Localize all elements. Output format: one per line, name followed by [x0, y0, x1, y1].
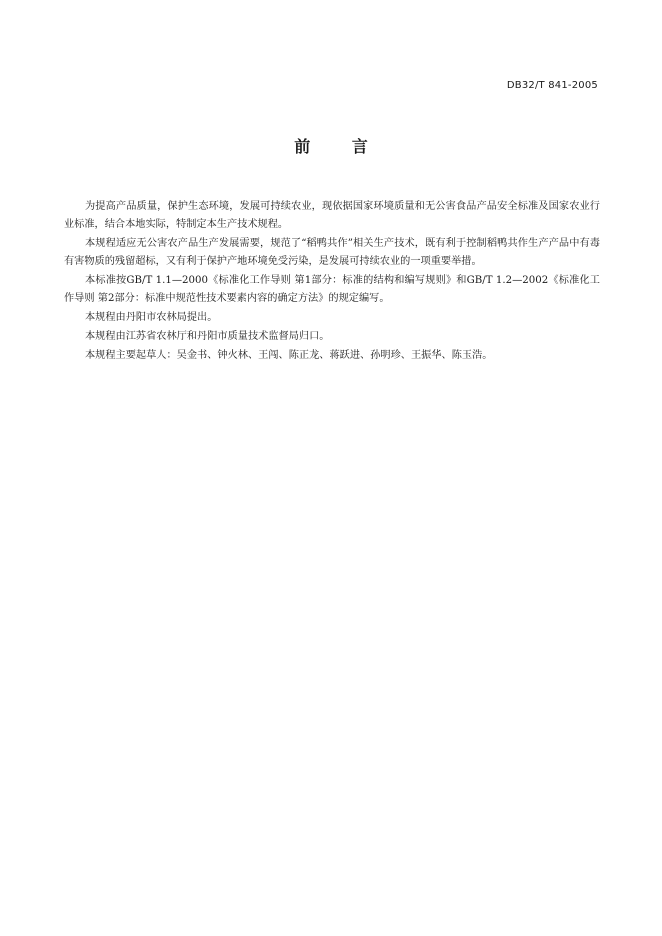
- foreword-body: [64, 198, 600, 366]
- paragraph-proposer: 本规程由丹阳市农林局提出。: [85, 312, 218, 323]
- page-title: 前 言: [294, 137, 386, 156]
- paragraph-scope: 本规程适应无公害农产品生产发展需要，规范了“稻鸭共作”相关生产技术，既有利于控制稻鸭共作生产产品中有毒有害物质的残留超标，又有利于保护产地环境免受污染，是发展可持续农业的一项重要举措。: [64, 238, 600, 267]
- paragraph-purpose: 为提高产品质量，保护生态环境，发展可持续农业，现依据国家环境质量和无公害食品产品安全标准及国家农业行业标准，结合本地实际，特制定本生产技术规程。: [64, 201, 600, 230]
- paragraph-drafters: 本规程主要起草人：吴金书、钟火林、王闯、陈正龙、蒋跃进、孙明珍、王振华、陈玉浩。: [85, 350, 493, 361]
- standard-code: DB32/T 841-2005: [506, 80, 598, 91]
- paragraph-drafting-rules: 本标准按GB/T 1.1—2000《标准化工作导则 第1部分：标准的结构和编写规则》和GB/T 1.2—2002《标准化工作导则 第2部分：标准中规范性技术要素内容的确定方法》的规定编写。: [64, 275, 600, 304]
- paragraph-administrator: 本规程由江苏省农林厅和丹阳市质量技术监督局归口。: [85, 331, 330, 342]
